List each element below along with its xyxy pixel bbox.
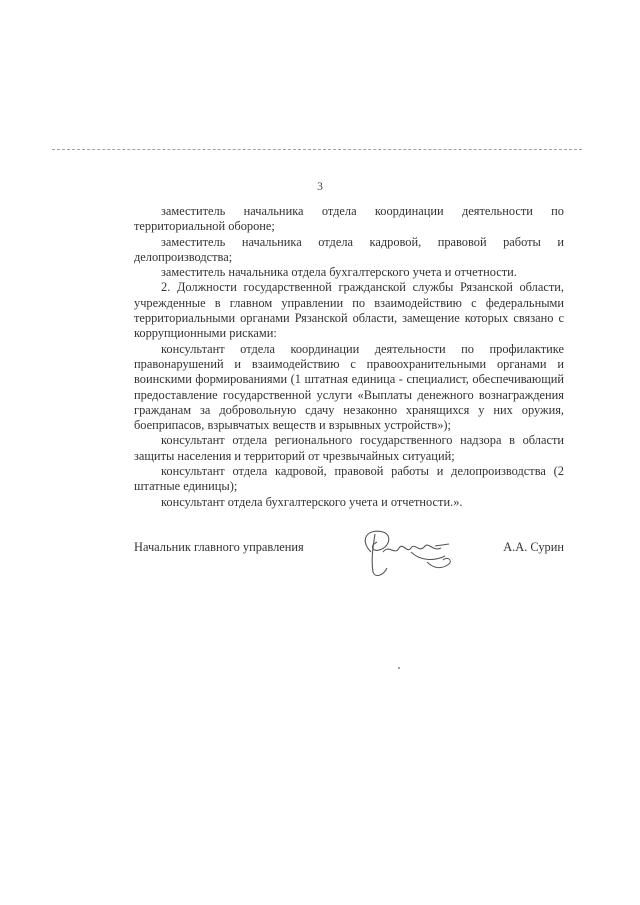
paragraph-consultant-personnel-legal: консультант отдела кадровой, правовой работы и делопроизводства (2 штатные единицы); <box>134 464 564 494</box>
paragraph-section-2-intro: 2. Должности государственной гражданской службы Рязанской области, учрежденные в главном управлении по взаимодействию с федеральными территориальными органами Рязанской области, замещение которых связано с коррупционными рисками: <box>134 280 564 341</box>
paragraph-deputy-accounting: заместитель начальника отдела бухгалтерского учета и отчетности. <box>161 265 517 280</box>
signature-block <box>134 536 564 586</box>
signatory-name: А.А. Сурин <box>503 540 564 554</box>
signatory-position: Начальник главного управления <box>134 540 304 554</box>
paragraph-consultant-emergency-supervision: консультант отдела регионального государственного надзора в области защиты населения и территорий от чрезвычайных ситуаций; <box>134 433 564 463</box>
page-number: 3 <box>317 181 323 193</box>
scan-speck <box>398 667 400 669</box>
scan-divider-line <box>52 149 582 150</box>
paragraph-consultant-accounting: консультант отдела бухгалтерского учета и отчетности.». <box>161 494 463 509</box>
handwritten-signature <box>349 522 469 580</box>
paragraph-deputy-personnel-legal: заместитель начальника отдела кадровой, правовой работы и делопроизводства; <box>134 234 564 264</box>
paragraph-consultant-crime-prevention: консультант отдела координации деятельности по профилактике правонарушений и взаимодействию с правоохранительными органами и воинскими формированиями (1 штатная единица - специалист, обеспечивающий предоставление государственной услуги «Выплаты денежного вознаграждения гражданам за добровольную сдачу незаконно хранящихся у них оружия, боеприпасов, взрывчатых веществ и взрывных устройств»); <box>134 341 564 433</box>
document-body <box>134 204 564 510</box>
paragraph-deputy-territorial-defense: заместитель начальника отдела координации деятельности по территориальной обороне; <box>134 204 564 234</box>
